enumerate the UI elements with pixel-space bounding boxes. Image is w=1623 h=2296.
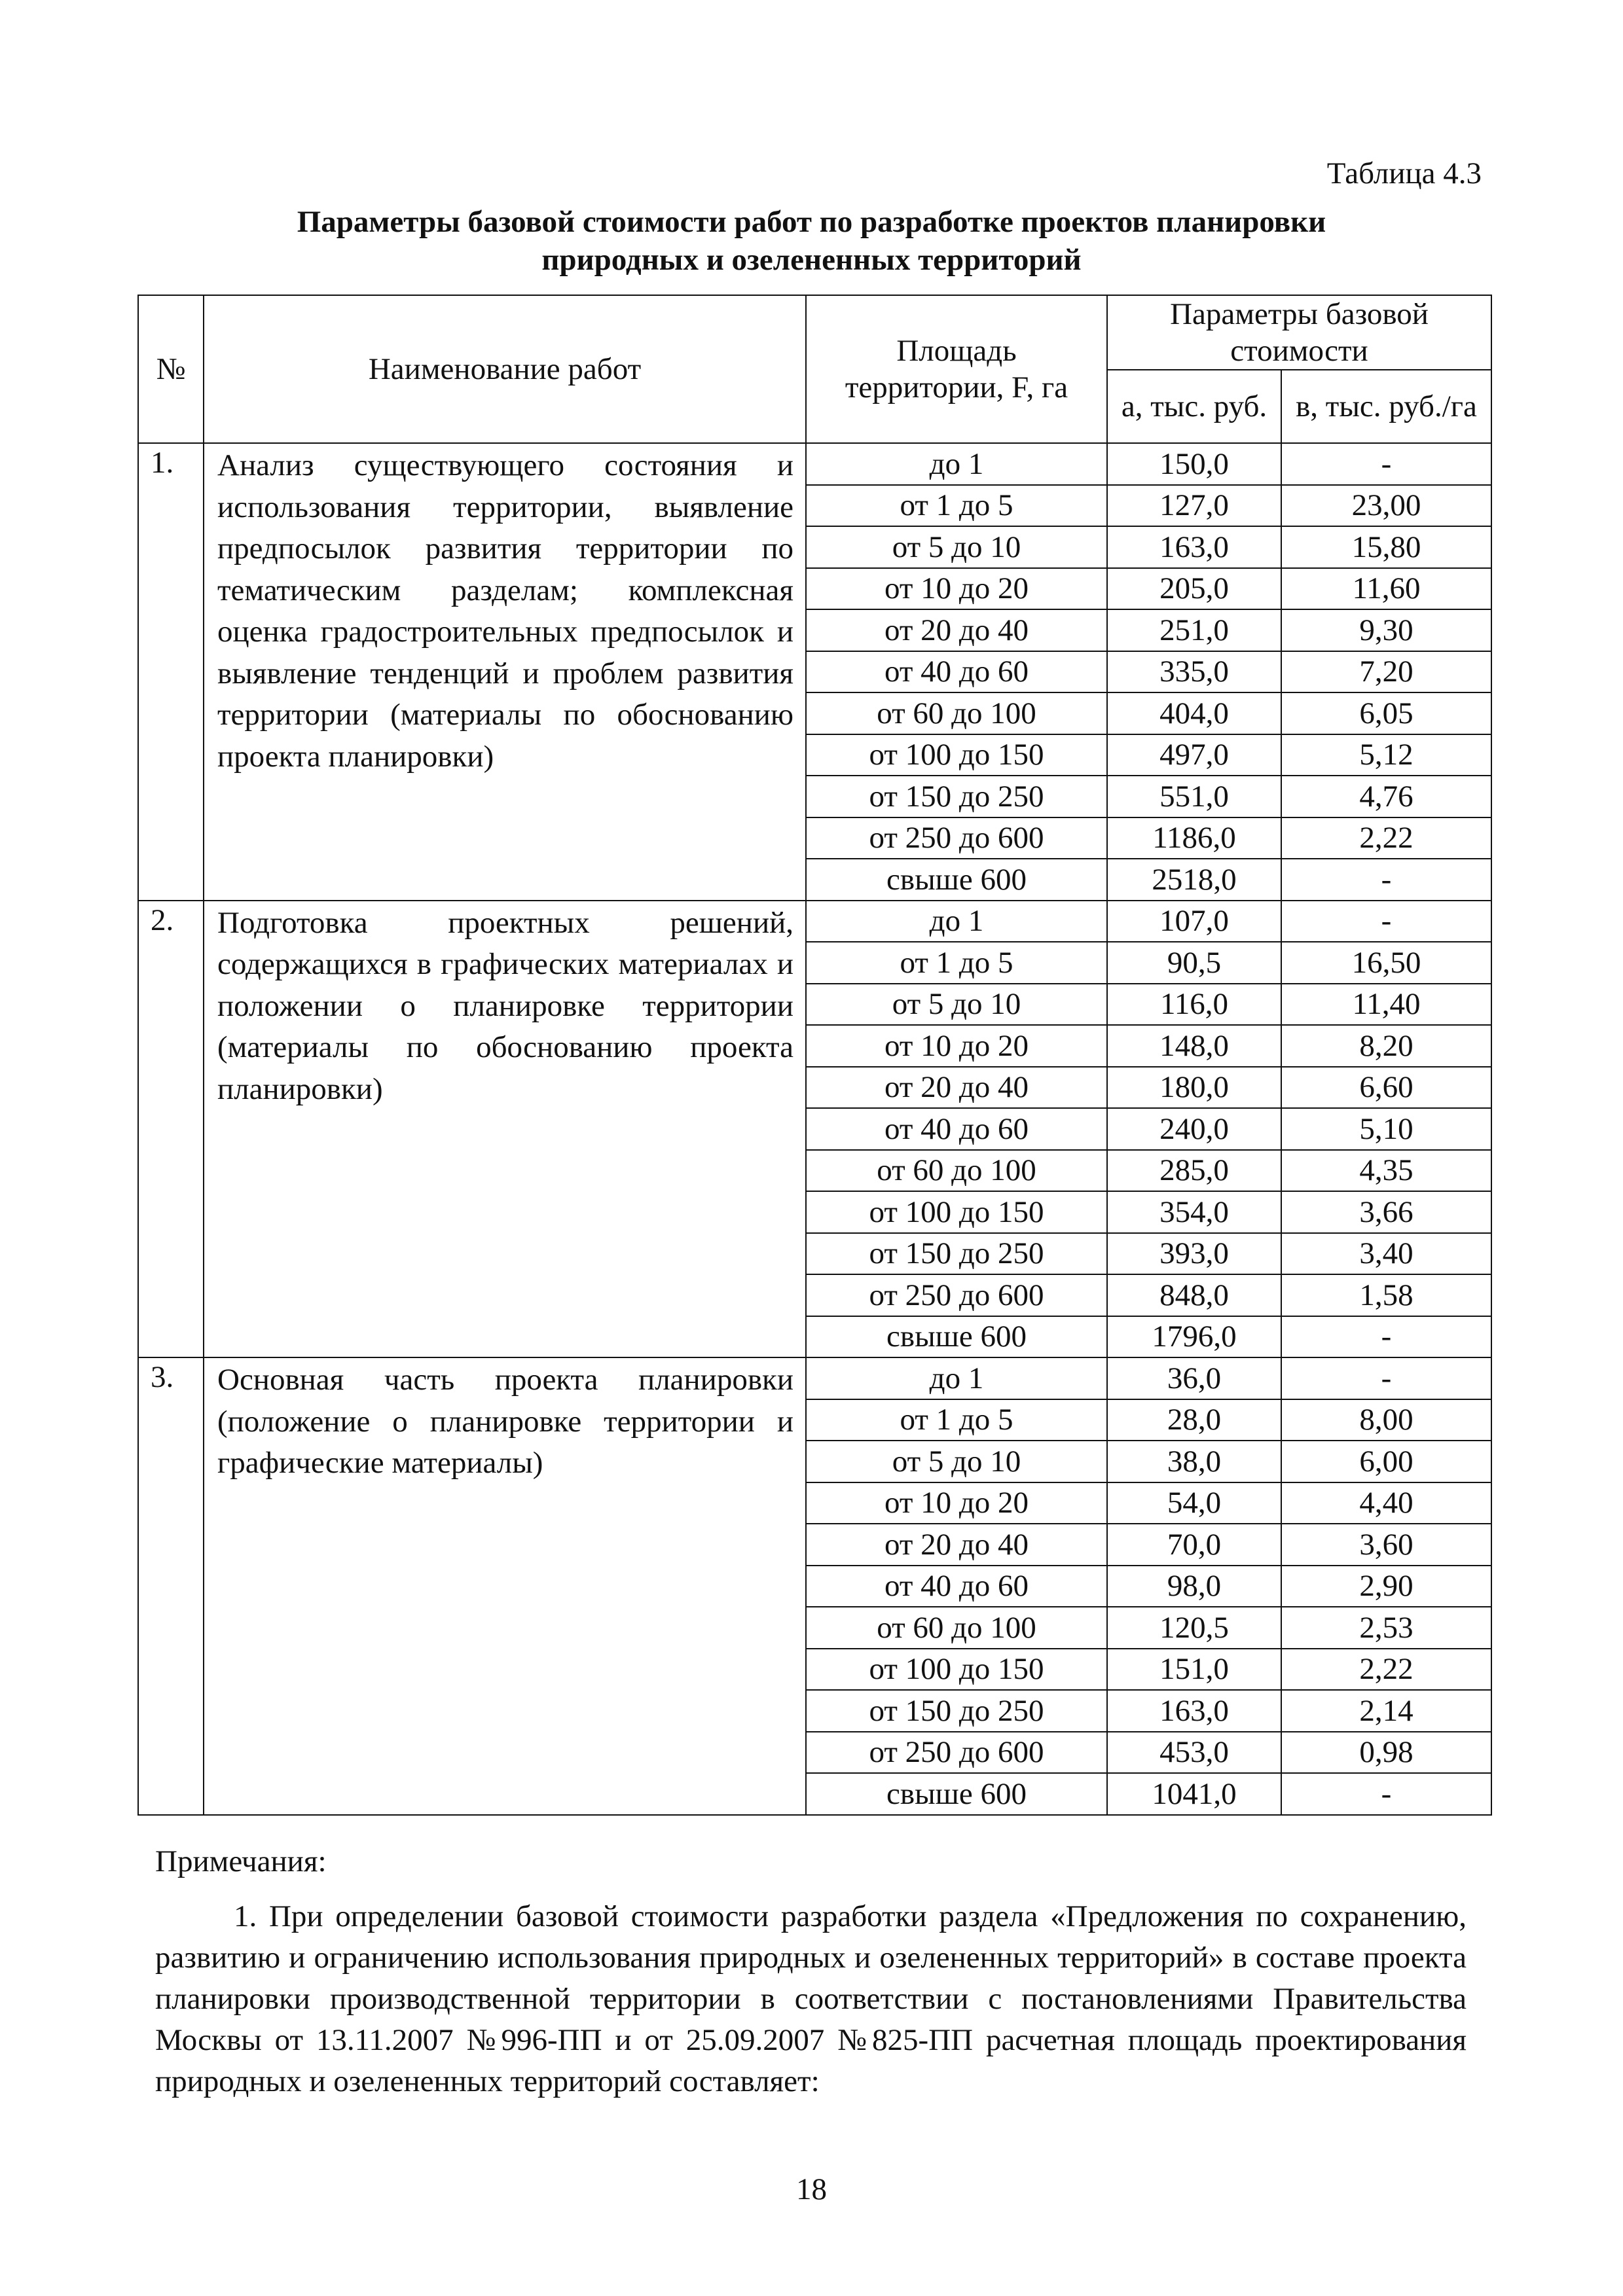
param-a-cell: 848,0 [1107,1274,1281,1316]
area-range-cell: до 1 [806,443,1107,485]
param-a-cell: 285,0 [1107,1150,1281,1192]
param-a-cell: 335,0 [1107,651,1281,693]
area-range-cell: от 250 до 600 [806,1274,1107,1316]
param-b-cell: 8,00 [1281,1399,1491,1441]
area-range-cell: от 150 до 250 [806,776,1107,817]
area-range-cell: от 20 до 40 [806,1524,1107,1566]
param-a-cell: 240,0 [1107,1108,1281,1150]
param-a-cell: 180,0 [1107,1067,1281,1109]
param-b-cell: - [1281,901,1491,942]
param-b-cell: 5,10 [1281,1108,1491,1150]
area-range-cell: от 150 до 250 [806,1233,1107,1275]
area-range-cell: от 100 до 150 [806,1649,1107,1691]
param-a-cell: 116,0 [1107,984,1281,1026]
area-range-cell: от 1 до 5 [806,485,1107,527]
param-b-cell: 2,14 [1281,1690,1491,1732]
area-range-cell: от 100 до 150 [806,1191,1107,1233]
param-b-cell: - [1281,443,1491,485]
param-b-cell: 2,90 [1281,1566,1491,1607]
page-number: 18 [796,2172,827,2206]
param-b-cell: 2,22 [1281,1649,1491,1691]
param-a-cell: 1186,0 [1107,817,1281,859]
param-b-cell: 6,60 [1281,1067,1491,1109]
area-range-cell: свыше 600 [806,1773,1107,1815]
area-range-cell: от 5 до 10 [806,1441,1107,1482]
area-range-cell: от 100 до 150 [806,734,1107,776]
work-name: Подготовка проектных решений, содержащихся в графических материалах и положении о планировке территории (материалы по обоснованию проекта планировки) [204,901,806,1358]
header-b: в, тыс. руб./га [1281,370,1491,443]
param-a-cell: 54,0 [1107,1482,1281,1524]
param-a-cell: 148,0 [1107,1025,1281,1067]
area-range-cell: от 60 до 100 [806,1607,1107,1649]
table-title [0,203,1623,279]
param-b-cell: 6,00 [1281,1441,1491,1482]
param-b-cell: - [1281,1316,1491,1358]
param-b-cell: 9,30 [1281,609,1491,651]
table-label: Таблица 4.3 [1326,156,1482,190]
area-range-cell: от 40 до 60 [806,651,1107,693]
param-a-cell: 36,0 [1107,1357,1281,1399]
area-range-cell: от 1 до 5 [806,1399,1107,1441]
param-b-cell: 4,35 [1281,1150,1491,1192]
area-range-cell: от 20 до 40 [806,1067,1107,1109]
param-a-cell: 127,0 [1107,485,1281,527]
area-range-cell: до 1 [806,1357,1107,1399]
work-name: Основная часть проекта планировки (положение о планировке территории и графические материалы) [204,1357,806,1815]
area-range-cell: от 40 до 60 [806,1566,1107,1607]
param-a-cell: 404,0 [1107,692,1281,734]
param-b-cell: 23,00 [1281,485,1491,527]
param-b-cell: 7,20 [1281,651,1491,693]
param-b-cell: - [1281,1773,1491,1815]
param-b-cell: 16,50 [1281,942,1491,984]
cost-parameters-table [137,295,1492,1816]
param-a-cell: 28,0 [1107,1399,1281,1441]
area-range-cell: от 20 до 40 [806,609,1107,651]
param-a-cell: 150,0 [1107,443,1281,485]
area-range-cell: от 10 до 20 [806,1482,1107,1524]
area-range-cell: от 60 до 100 [806,692,1107,734]
param-a-cell: 1041,0 [1107,1773,1281,1815]
param-b-cell: 3,60 [1281,1524,1491,1566]
row-number: 2. [138,901,204,1358]
param-b-cell: - [1281,859,1491,901]
header-num: № [138,295,204,443]
param-b-cell: 6,05 [1281,692,1491,734]
param-b-cell: 3,40 [1281,1233,1491,1275]
param-a-cell: 354,0 [1107,1191,1281,1233]
param-a-cell: 163,0 [1107,526,1281,568]
param-b-cell: 2,22 [1281,817,1491,859]
param-a-cell: 163,0 [1107,1690,1281,1732]
param-b-cell: 2,53 [1281,1607,1491,1649]
table-row [138,901,1491,942]
row-number: 1. [138,443,204,901]
work-name: Анализ существующего состояния и использования территории, выявление предпосылок развития территории по тематическим разделам; комплексная оценка градостроительных предпосылок и выявление тенденций и проблем развития территории (материалы по обоснованию проекта планировки) [204,443,806,901]
area-range-cell: свыше 600 [806,1316,1107,1358]
area-range-cell: до 1 [806,901,1107,942]
param-a-cell: 70,0 [1107,1524,1281,1566]
header-area: Площадь территории, F, га [806,295,1107,443]
header-a: а, тыс. руб. [1107,370,1281,443]
note-1: 1. При определении базовой стоимости разработки раздела «Предложения по сохранению, развитию и ограничению использования природных и озелененных территорий» в составе проекта планировки производственной территории в соответствии с постановлениями Правительства Москвы от 13.11.2007 №996-ПП и от 25.09.2007 №825-ПП расчетная площадь проектирования природных и озелененных территорий составляет: [155,1899,1467,2098]
param-a-cell: 205,0 [1107,568,1281,610]
param-a-cell: 107,0 [1107,901,1281,942]
param-a-cell: 393,0 [1107,1233,1281,1275]
title-line-2: природных и озелененных территорий [541,243,1082,277]
param-b-cell: 3,66 [1281,1191,1491,1233]
param-b-cell: 11,40 [1281,984,1491,1026]
param-a-cell: 38,0 [1107,1441,1281,1482]
param-a-cell: 90,5 [1107,942,1281,984]
area-range-cell: от 1 до 5 [806,942,1107,984]
table-row [138,1357,1491,1399]
title-line-1: Параметры базовой стоимости работ по разработке проектов планировки [297,205,1326,239]
param-a-cell: 120,5 [1107,1607,1281,1649]
param-a-cell: 98,0 [1107,1566,1281,1607]
param-b-cell: 11,60 [1281,568,1491,610]
table-body [138,443,1491,1815]
param-b-cell: 4,40 [1281,1482,1491,1524]
area-range-cell: свыше 600 [806,859,1107,901]
param-a-cell: 453,0 [1107,1732,1281,1774]
param-a-cell: 1796,0 [1107,1316,1281,1358]
header-name: Наименование работ [204,295,806,443]
param-a-cell: 497,0 [1107,734,1281,776]
param-a-cell: 551,0 [1107,776,1281,817]
param-a-cell: 151,0 [1107,1649,1281,1691]
param-b-cell: - [1281,1357,1491,1399]
param-b-cell: 4,76 [1281,776,1491,817]
area-range-cell: от 40 до 60 [806,1108,1107,1150]
area-range-cell: от 10 до 20 [806,1025,1107,1067]
area-range-cell: от 150 до 250 [806,1690,1107,1732]
area-range-cell: от 60 до 100 [806,1150,1107,1192]
area-range-cell: от 250 до 600 [806,1732,1107,1774]
param-a-cell: 2518,0 [1107,859,1281,901]
param-b-cell: 0,98 [1281,1732,1491,1774]
area-range-cell: от 250 до 600 [806,817,1107,859]
param-a-cell: 251,0 [1107,609,1281,651]
area-range-cell: от 5 до 10 [806,984,1107,1026]
param-b-cell: 1,58 [1281,1274,1491,1316]
param-b-cell: 5,12 [1281,734,1491,776]
area-range-cell: от 5 до 10 [806,526,1107,568]
header-params: Параметры базовой стоимости [1107,295,1491,370]
table-row [138,443,1491,485]
param-b-cell: 8,20 [1281,1025,1491,1067]
area-range-cell: от 10 до 20 [806,568,1107,610]
row-number: 3. [138,1357,204,1815]
notes-title: Примечания: [155,1844,327,1878]
param-b-cell: 15,80 [1281,526,1491,568]
